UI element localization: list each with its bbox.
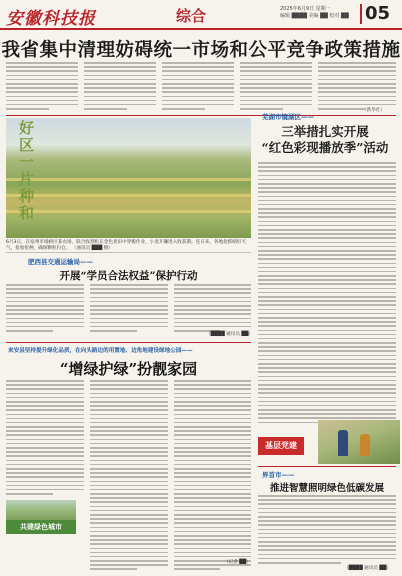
- photo-caption-text: 6月3日，在宿州市埇桥区某农场，联合收割机在金色麦田中穿梭作业，小麦开镰进入收获期。连日来，各地抢抓晴好天气，抢收抢种，确保颗粒归仓。: [6, 240, 247, 251]
- page-number-divider: [360, 4, 362, 24]
- legal-story-credit: （████ 通讯员 ██）: [206, 332, 254, 337]
- legal-story-col-2: [90, 284, 168, 334]
- editor-line: 编辑 ████ 美编 ██ 校对 ██: [280, 13, 349, 19]
- greening-story-col-1: [6, 380, 84, 497]
- lead-source: （新华社）: [362, 108, 385, 113]
- photo-credit: （通讯员 ███ 摄）: [71, 246, 113, 251]
- green-city-photo: [6, 500, 76, 520]
- greening-story-headline: “增绿护绿”扮靓家园: [59, 360, 198, 378]
- legal-story-headline: 开展“学员合法权益”保护行动: [59, 270, 198, 282]
- photo-caption: [6, 240, 251, 252]
- legal-story-kicker: 肥西县交通运输局——: [28, 258, 93, 266]
- lead-article-col-4: [240, 62, 312, 112]
- party-building-label: 基层党建: [258, 437, 304, 455]
- divider: [258, 466, 396, 467]
- green-city-label: 共建绿色城市: [6, 520, 76, 534]
- newspaper-logo: 安徽科技报: [6, 9, 96, 29]
- divider: [6, 252, 251, 253]
- legal-story-col-1: [6, 284, 84, 334]
- greening-story-col-3: [174, 380, 251, 573]
- lighting-story-headline: 推进智慧照明绿色低碳发展: [269, 483, 384, 494]
- page-number: 05: [365, 3, 391, 24]
- photo-tagline: 好区一片种和: [17, 120, 35, 222]
- feature-kicker: 芜湖市镜湖区——: [262, 113, 314, 121]
- lead-article-col-3: [162, 62, 234, 112]
- section-title: 综合: [176, 7, 207, 25]
- lead-article-col-5: [318, 62, 396, 112]
- legal-story-col-3: [174, 284, 251, 334]
- lead-article-col-1: [6, 62, 78, 112]
- wheat-field-photo: [6, 118, 251, 238]
- feature-headline: [255, 124, 395, 156]
- greening-story-credit: （记者 ██）: [224, 560, 251, 565]
- greening-story-col-2: [90, 380, 168, 573]
- greening-story-kicker: 来安县坚持提升绿化品质，在向头路边的用置地、边角地建设绿地公园——: [8, 348, 193, 354]
- lighting-story-kicker: 界首市——: [262, 471, 295, 479]
- masthead: [0, 0, 402, 30]
- lighting-story-text: [258, 495, 396, 566]
- date-line: [280, 6, 360, 20]
- divider: [6, 342, 251, 343]
- feature-headline-line-1: 三举措扎实开展: [281, 124, 369, 139]
- section-divider: [6, 115, 396, 116]
- lead-article-col-2: [84, 62, 156, 112]
- lead-headline: 我省集中清理妨碍统一市场和公平竞争政策措施: [1, 40, 401, 61]
- feature-headline-line-2: “红色彩现播放季”活动: [261, 140, 389, 155]
- farm-workers-photo: [318, 420, 400, 464]
- lighting-story-credit: （████ 通讯员 ██）: [344, 566, 392, 571]
- feature-article-text: [258, 162, 396, 426]
- date-text: 2025年6月9日 星期一: [280, 6, 331, 12]
